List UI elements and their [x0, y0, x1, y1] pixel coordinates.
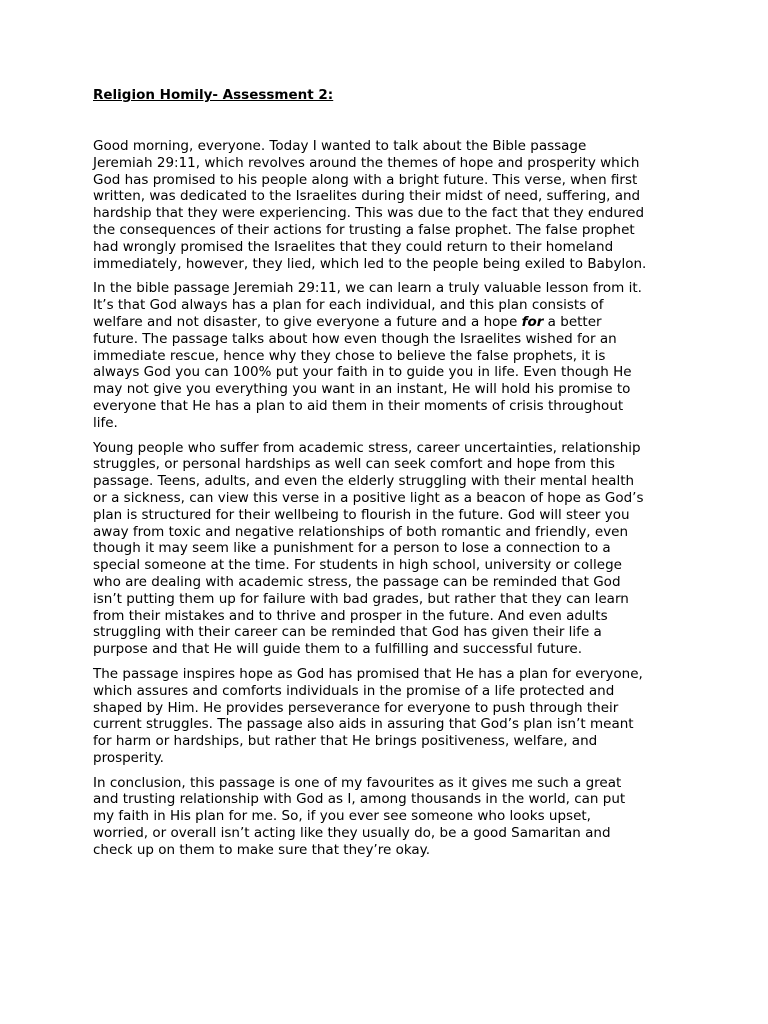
line-text: welfare and not disaster, to give everyone a future and a hope — [93, 313, 522, 330]
paragraph-line: special someone at the time. For students in high school, university or college — [93, 557, 622, 574]
line-text: a better — [543, 313, 602, 330]
paragraph-line: who are dealing with academic stress, the passage can be reminded that God — [93, 573, 621, 590]
paragraph-line: Young people who suffer from academic stress, career uncertainties, relationship — [93, 439, 641, 456]
paragraph-line: future. The passage talks about how even though the Israelites wished for an — [93, 330, 617, 347]
paragraph-line: the consequences of their actions for trusting a false prophet. The false prophet — [93, 221, 635, 238]
paragraph-line: for harm or hardships, but rather that He brings positiveness, welfare, and — [93, 733, 598, 750]
document-body — [93, 138, 693, 867]
paragraph-line: everyone that He has a plan to aid them in their moments of crisis throughout — [93, 397, 624, 414]
paragraph-line: current struggles. The passage also aids in assuring that God’s plan isn’t meant — [93, 716, 634, 733]
paragraph-4 — [93, 666, 693, 767]
paragraph-line: passage. Teens, adults, and even the elderly struggling with their mental health — [93, 473, 635, 490]
document-title: Religion Homily- Assessment 2: — [93, 87, 334, 103]
paragraph-3 — [93, 440, 693, 658]
paragraph-line: struggles, or personal hardships as well can seek comfort and hope from this — [93, 456, 615, 473]
paragraph-line: In conclusion, this passage is one of my favourites as it gives me such a great — [93, 774, 622, 791]
paragraph-line: immediate rescue, hence why they chose to believe the false prophets, it is — [93, 347, 606, 364]
paragraph-line: away from toxic and negative relationships of both romantic and friendly, even — [93, 523, 629, 540]
paragraph-1 — [93, 138, 693, 272]
paragraph-5 — [93, 775, 693, 859]
paragraph-line: worried, or overall isn’t acting like they usually do, be a good Samaritan and — [93, 825, 611, 842]
paragraph-line — [93, 314, 693, 331]
paragraph-line: Jeremiah 29:11, which revolves around the themes of hope and prosperity which — [93, 154, 640, 171]
paragraph-line: my faith in His plan for me. So, if you ever see someone who looks upset, — [93, 808, 591, 825]
paragraph-line: Good morning, everyone. Today I wanted to talk about the Bible passage — [93, 138, 587, 154]
paragraph-line: In the bible passage Jeremiah 29:11, we can learn a truly valuable lesson from it. — [93, 280, 642, 297]
paragraph-2 — [93, 280, 693, 431]
paragraph-line: may not give you everything you want in an instant, He will hold his promise to — [93, 381, 631, 398]
paragraph-line: though it may seem like a punishment for a person to lose a connection to a — [93, 540, 611, 557]
paragraph-line: God has promised to his people along with a bright future. This verse, when first — [93, 171, 638, 188]
paragraph-line: purpose and that He will guide them to a fulfilling and successful future. — [93, 641, 582, 658]
paragraph-line: shaped by Him. He provides perseverance for everyone to push through their — [93, 699, 619, 716]
paragraph-line: The passage inspires hope as God has promised that He has a plan for everyone, — [93, 665, 643, 682]
paragraph-line: from their mistakes and to thrive and prosper in the future. And even adults — [93, 607, 608, 624]
paragraph-line: which assures and comforts individuals in the promise of a life protected and — [93, 682, 615, 699]
emphasized-word: for — [521, 313, 544, 330]
paragraph-line: life. — [93, 414, 118, 431]
paragraph-line: written, was dedicated to the Israelites during their midst of need, suffering, and — [93, 188, 641, 205]
paragraph-line: hardship that they were experiencing. This was due to the fact that they endured — [93, 205, 645, 222]
paragraph-line: always God you can 100% put your faith in to guide you in life. Even though He — [93, 364, 632, 381]
paragraph-line: isn’t putting them up for failure with bad grades, but rather that they can learn — [93, 590, 629, 607]
paragraph-line: prosperity. — [93, 749, 164, 766]
paragraph-line: had wrongly promised the Israelites that they could return to their homeland — [93, 238, 614, 255]
paragraph-line: check up on them to make sure that they’re okay. — [93, 841, 431, 858]
paragraph-line: It’s that God always has a plan for each individual, and this plan consists of — [93, 297, 604, 314]
paragraph-line: plan is structured for their wellbeing to flourish in the future. God will steer you — [93, 506, 630, 523]
paragraph-line: struggling with their career can be reminded that God has given their life a — [93, 624, 602, 641]
paragraph-line: immediately, however, they lied, which led to the people being exiled to Babylon. — [93, 255, 647, 272]
paragraph-line: or a sickness, can view this verse in a positive light as a beacon of hope as God’s — [93, 489, 644, 506]
paragraph-line: and trusting relationship with God as I, among thousands in the world, can put — [93, 791, 626, 808]
